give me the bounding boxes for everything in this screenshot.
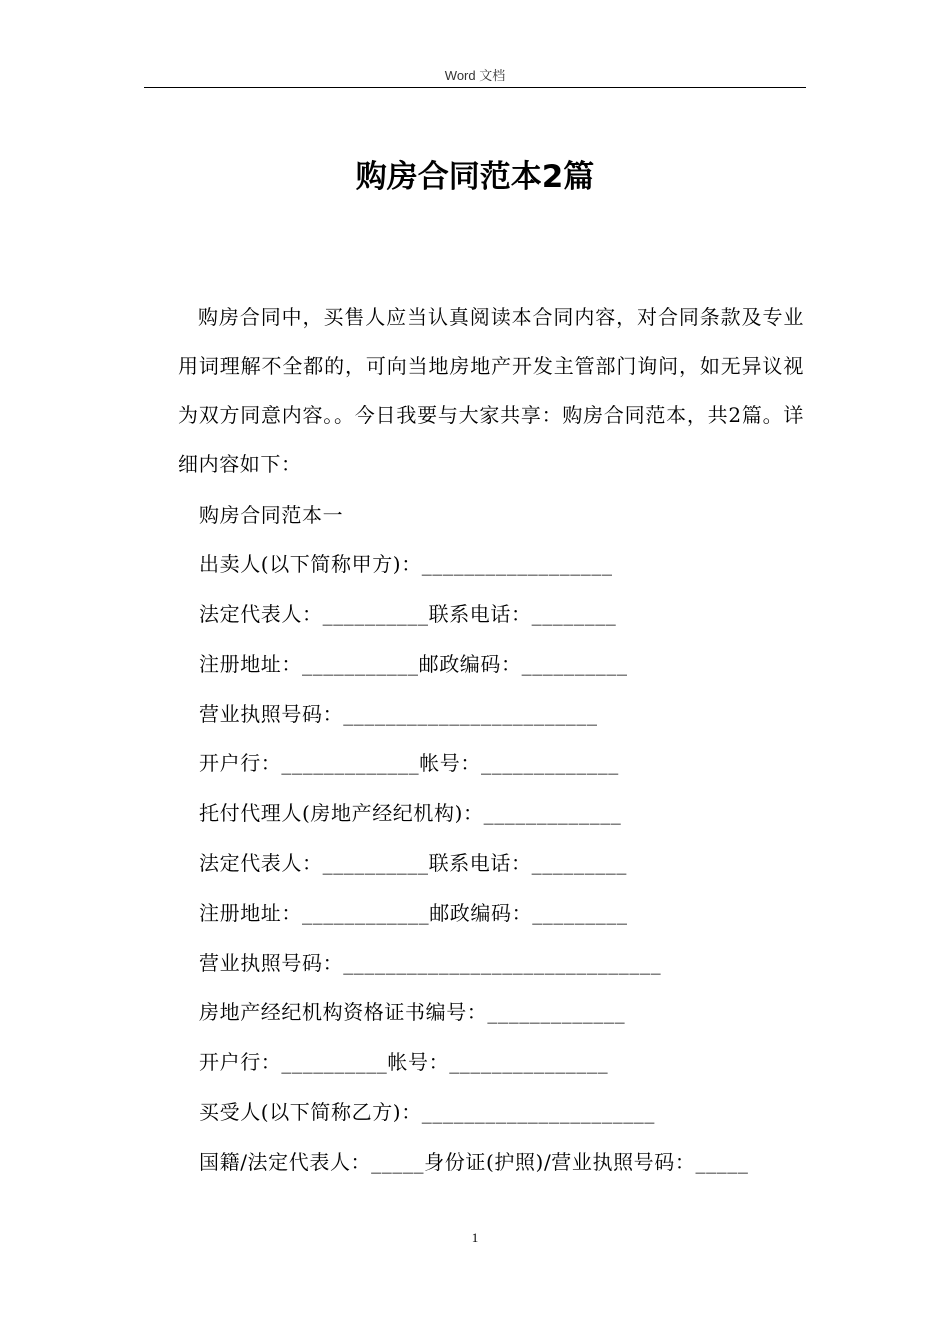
agent-certificate-line: 房地产经纪机构资格证书编号：_____________ xyxy=(199,1000,626,1024)
header-rule xyxy=(144,87,806,88)
page-number: 1 xyxy=(471,1230,479,1245)
seller-representative-line: 法定代表人：__________联系电话：________ xyxy=(199,602,617,626)
seller-line: 出卖人(以下简称甲方)：__________________ xyxy=(199,552,613,576)
seller-address-line: 注册地址：___________邮政编码：__________ xyxy=(199,652,628,676)
agent-representative-line: 法定代表人：__________联系电话：_________ xyxy=(199,851,627,875)
agent-license-line: 营业执照号码：______________________________ xyxy=(199,951,662,975)
section-heading: 购房合同范本一 xyxy=(199,503,344,527)
seller-bank-line: 开户行：_____________帐号：_____________ xyxy=(199,751,619,775)
buyer-nationality-line: 国籍/法定代表人：_____身份证(护照)/营业执照号码：_____ xyxy=(199,1150,749,1174)
agent-bank-line: 开户行：__________帐号：_______________ xyxy=(199,1050,609,1074)
page-header: Word 文档 xyxy=(444,68,506,83)
agent-line: 托付代理人(房地产经纪机构)：_____________ xyxy=(199,801,622,825)
seller-license-line: 营业执照号码：________________________ xyxy=(199,702,598,726)
intro-paragraph: 购房合同中，买售人应当认真阅读本合同内容，对合同条款及专业用词理解不全都的，可向当地房地产开发主管部门询问，如无异议视为双方同意内容。。今日我要与大家共享：购房合同范本，共2篇。详细内容如下： xyxy=(178,305,804,476)
buyer-line: 买受人(以下简称乙方)：______________________ xyxy=(199,1100,656,1124)
document-title: 购房合同范本2篇 xyxy=(355,159,595,195)
agent-address-line: 注册地址：____________邮政编码：_________ xyxy=(199,901,628,925)
